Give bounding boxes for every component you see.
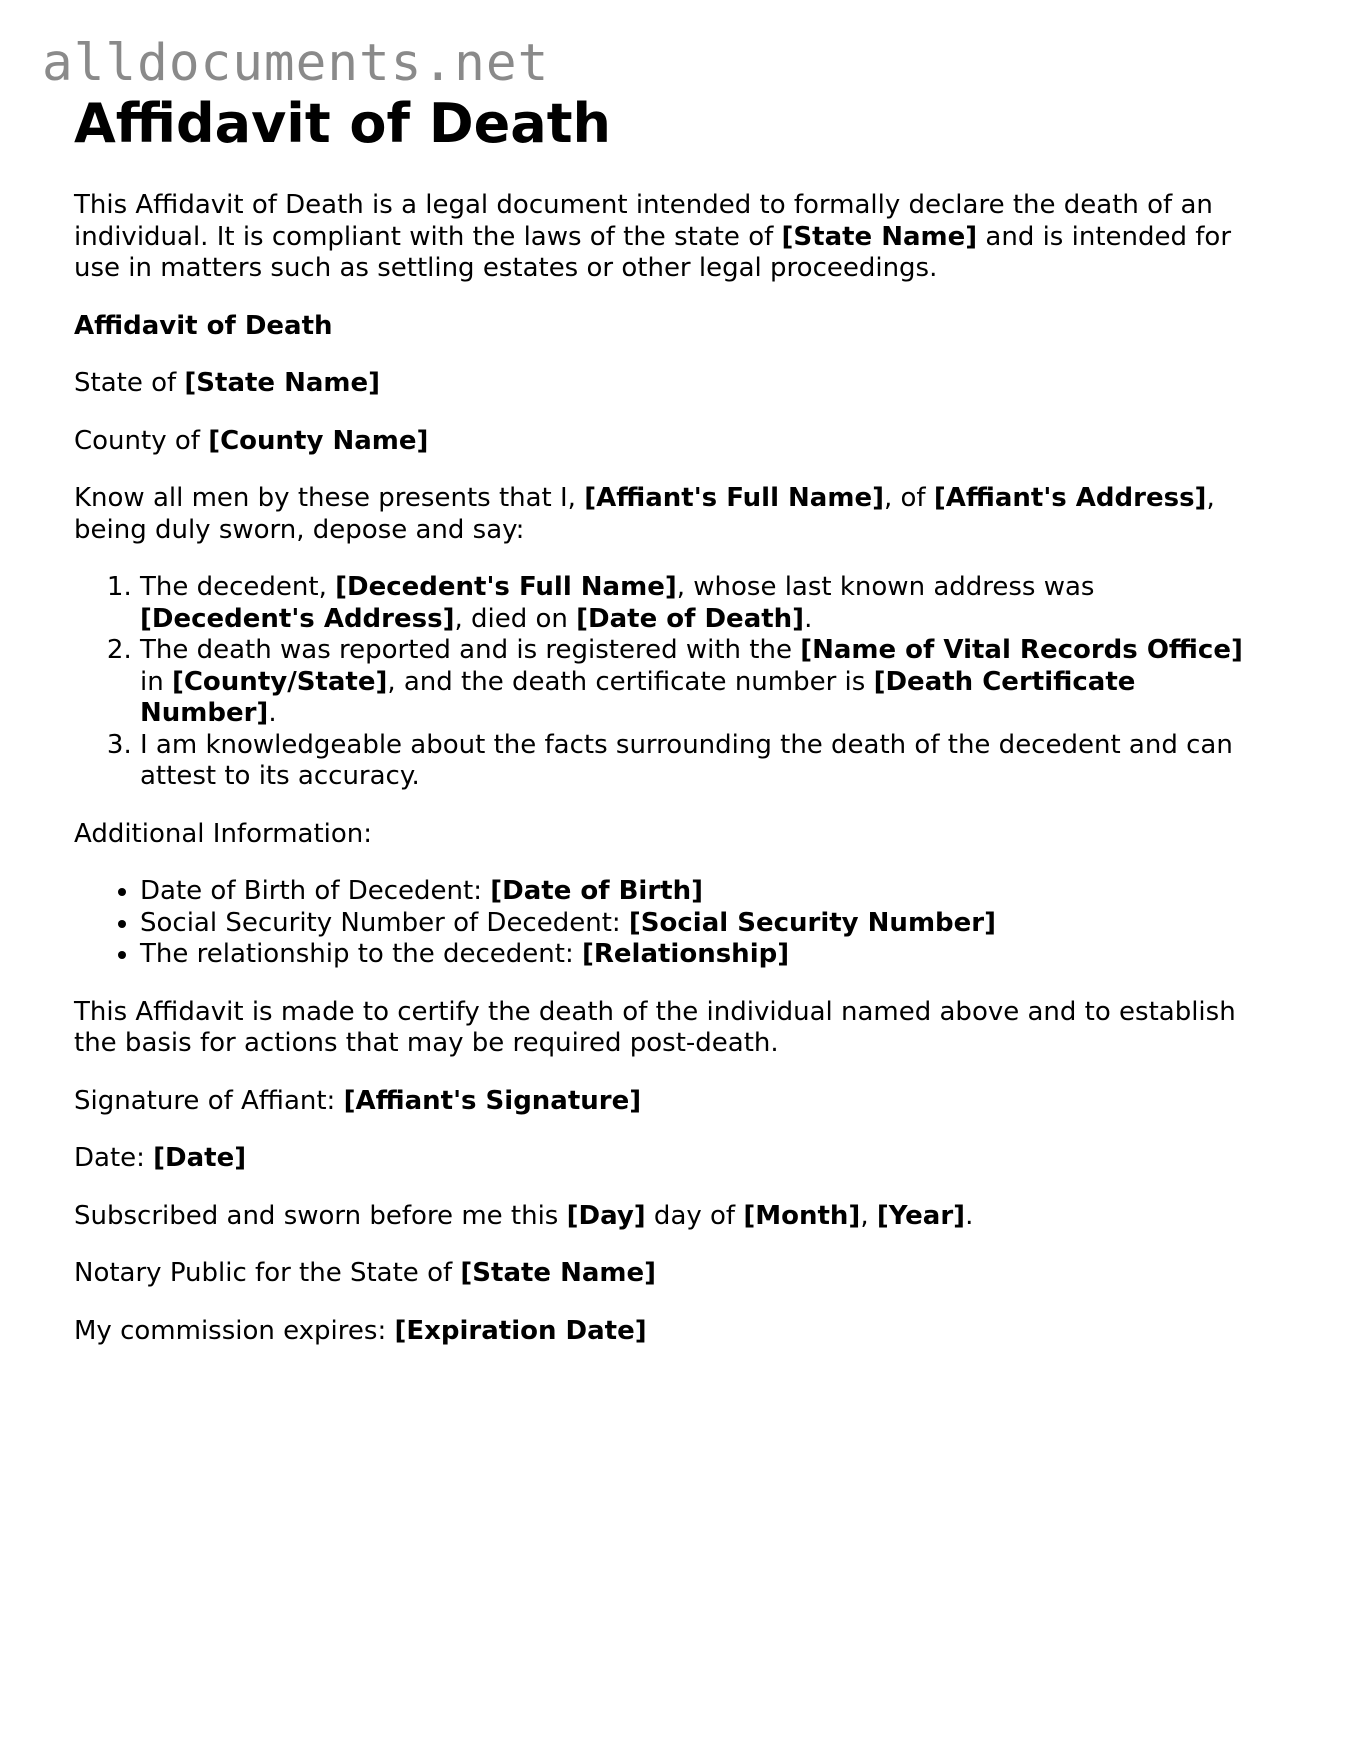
list-item	[140, 635, 1274, 730]
expiration-date-placeholder: [Expiration Date]	[394, 1315, 647, 1346]
list-item	[140, 876, 1274, 908]
state-label: State of	[74, 368, 185, 398]
county-label: County of	[74, 425, 209, 456]
bullet-label: The relationship to the decedent:	[140, 939, 582, 969]
state-placeholder: [State Name]	[184, 368, 381, 398]
relationship-placeholder: [Relationship]	[582, 939, 790, 969]
know-all-text-1: Know all men by these presents that I,	[74, 483, 585, 513]
list-item-text: .	[268, 698, 277, 728]
signature-placeholder: [Affiant's Signature]	[343, 1085, 642, 1116]
date-placeholder: [Date]	[153, 1143, 247, 1173]
know-all-text-3: , being duly sworn, depose and say:	[74, 483, 1215, 545]
additional-info-label: Additional Information:	[74, 818, 373, 849]
watermark: alldocuments.net	[42, 34, 550, 93]
document-body	[74, 92, 1274, 1373]
county-placeholder: [County Name]	[208, 425, 429, 456]
list-item	[140, 730, 1274, 793]
sworn-text: ,	[860, 1200, 877, 1231]
bullet-list	[74, 876, 1274, 971]
know-all-text-2: , of	[883, 483, 934, 513]
bullet-label: Date of Birth of Decedent:	[140, 876, 491, 906]
section-heading	[74, 311, 1274, 343]
numbered-list	[74, 572, 1274, 793]
list-item-text: .	[804, 603, 813, 634]
certify-paragraph: This Affidavit is made to certify the death of the individual named above and to establish the basis for actions that may be required post-death.	[74, 996, 1236, 1058]
list-item-text: , and the death certificate number is	[387, 666, 874, 697]
list-item	[140, 908, 1274, 940]
year-placeholder: [Year]	[876, 1200, 966, 1231]
county-state-placeholder: [County/State]	[171, 666, 388, 697]
intro-text-1: This Affidavit of Death is a legal document intended to formally declare the death of an individual. It is compliant with the laws of the state of	[74, 190, 1213, 252]
decedent-address-placeholder: [Decedent's Address]	[140, 603, 455, 634]
ssn-placeholder: [Social Security Number]	[628, 907, 996, 938]
county-line	[74, 426, 1274, 458]
date-line	[74, 1143, 1274, 1175]
sworn-line	[74, 1201, 1274, 1233]
date-of-death-placeholder: [Date of Death]	[576, 603, 805, 634]
certificate-number-placeholder: [Death Certificate Number]	[140, 666, 1136, 728]
list-item-text: , whose last known address was	[676, 572, 1095, 602]
sworn-text: day of	[645, 1200, 744, 1231]
month-placeholder: [Month]	[743, 1200, 861, 1231]
know-all-paragraph	[74, 483, 1274, 546]
date-of-birth-placeholder: [Date of Birth]	[490, 876, 703, 906]
list-item	[140, 939, 1274, 971]
document-title: Affidavit of Death	[74, 92, 611, 155]
list-item-text: , died on	[454, 603, 577, 634]
affiant-address-placeholder: [Affiant's Address]	[933, 483, 1207, 513]
state-line	[74, 368, 1274, 400]
signature-line	[74, 1086, 1274, 1118]
sworn-text: Subscribed and sworn before me this	[74, 1200, 567, 1231]
decedent-name-placeholder: [Decedent's Full Name]	[335, 572, 677, 602]
notary-label: Notary Public for the State of	[74, 1258, 461, 1288]
notary-line	[74, 1258, 1274, 1290]
sworn-text: .	[965, 1200, 974, 1231]
intro-state-placeholder: [State Name]	[781, 221, 978, 252]
date-label: Date:	[74, 1143, 154, 1173]
commission-line	[74, 1316, 1274, 1348]
notary-state-placeholder: [State Name]	[460, 1258, 657, 1288]
list-item-text: The death was reported and is registered with the	[140, 635, 801, 665]
signature-label: Signature of Affiant:	[74, 1085, 344, 1116]
list-item	[140, 572, 1274, 635]
vital-records-placeholder: [Name of Vital Records Office]	[800, 635, 1243, 665]
day-placeholder: [Day]	[566, 1200, 646, 1231]
intro-text-2: and is intended for use in matters such as settling estates or other legal proceedings.	[74, 221, 1232, 283]
list-item-text: in	[140, 666, 172, 697]
list-item-text: I am knowledgeable about the facts surrounding the death of the decedent and can attest to its accuracy.	[140, 729, 1233, 791]
section-heading-text: Affidavit of Death	[74, 310, 333, 341]
commission-label: My commission expires:	[74, 1315, 395, 1346]
list-item-text: The decedent,	[140, 572, 336, 602]
intro-paragraph	[74, 190, 1274, 285]
bullet-label: Social Security Number of Decedent:	[140, 907, 629, 938]
affiant-name-placeholder: [Affiant's Full Name]	[584, 483, 884, 513]
